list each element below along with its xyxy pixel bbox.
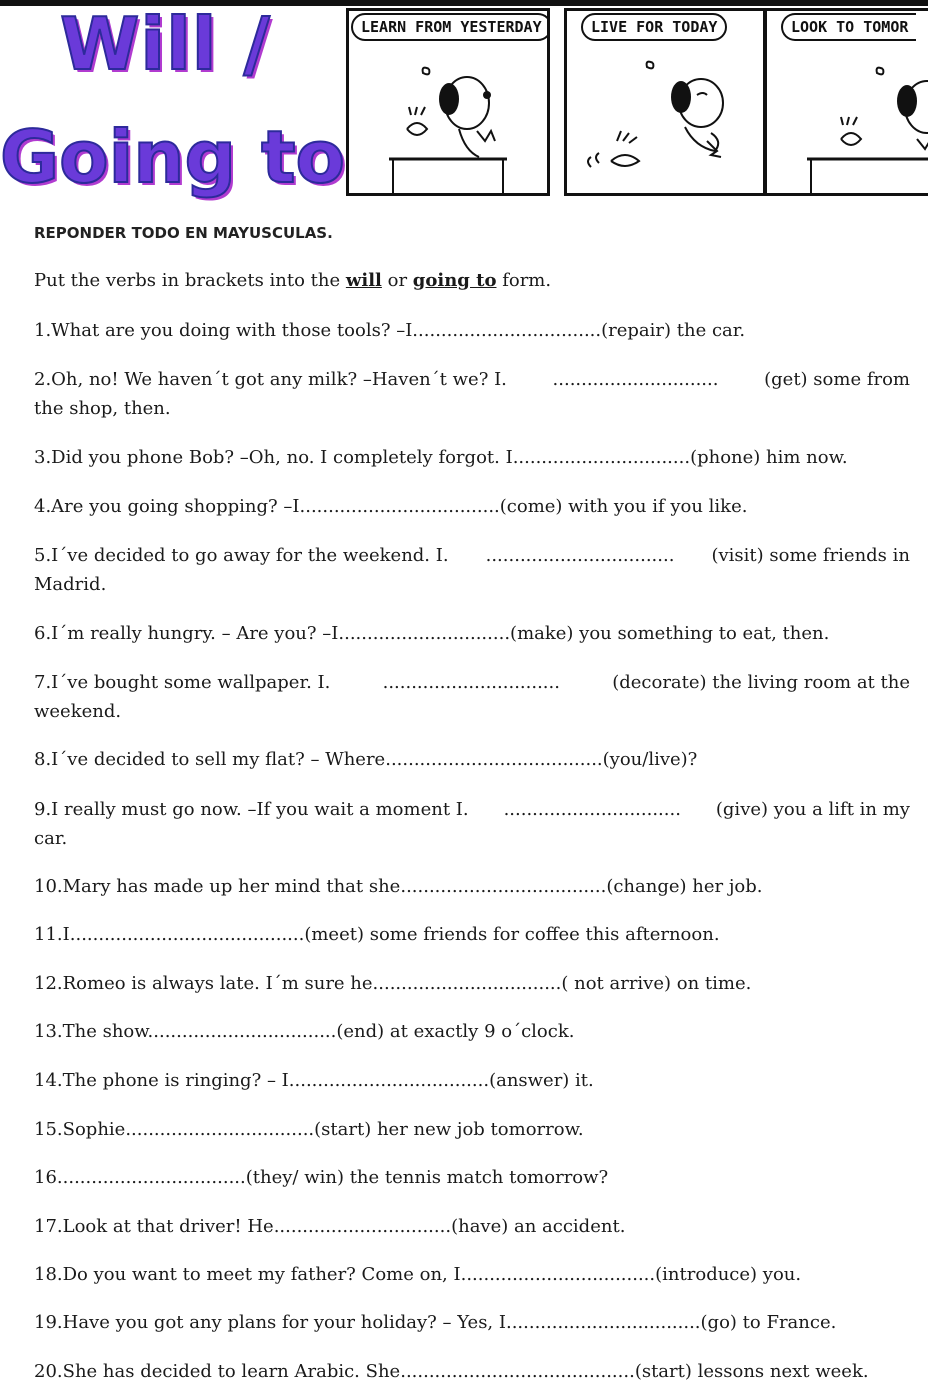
exercise-text: 18.Do you want to meet my father? Come on, I. xyxy=(34,1264,467,1285)
exercise-text: 13.The show. xyxy=(34,1021,154,1042)
answer-blank[interactable]: .............................. xyxy=(518,447,691,468)
answer-blank[interactable]: .................................. xyxy=(305,496,500,517)
exercise-text: 17.Look at that driver! He. xyxy=(34,1216,280,1237)
answer-blank[interactable]: ............................. xyxy=(552,369,719,390)
exercise-text: 14.The phone is ringing? – I. xyxy=(34,1070,295,1091)
answer-blank[interactable]: ........................................ xyxy=(75,924,305,945)
exercise-text: 7.I´ve bought some wallpaper. I. xyxy=(34,672,331,693)
answer-blank[interactable]: ................................ xyxy=(153,1021,337,1042)
exercise-continuation: the shop, then. xyxy=(34,398,171,419)
exercise-text: 5.I´ve decided to go away for the weekend. I. xyxy=(34,545,449,566)
exercise-verb: (repair) the car. xyxy=(601,320,746,341)
exercise-verb: (give) you a lift in my xyxy=(715,799,910,820)
peanuts-comic-strip xyxy=(346,4,928,200)
title-line-1: Will / xyxy=(60,2,271,86)
exercise-text: 15.Sophie. xyxy=(34,1119,132,1140)
exercise-9 xyxy=(34,795,910,853)
exercise-verb: (go) to France. xyxy=(700,1312,837,1333)
answer-blank[interactable]: ............................... xyxy=(503,799,681,820)
exercise-text: 8.I´ve decided to sell my flat? – Where. xyxy=(34,749,391,770)
exercise-verb: (you/live)? xyxy=(602,749,698,770)
exercise-verb: (start) her new job tomorrow. xyxy=(314,1119,584,1140)
exercise-15 xyxy=(34,1115,910,1144)
instruction xyxy=(34,270,551,291)
exercise-3 xyxy=(34,443,910,472)
exercise-continuation: Madrid. xyxy=(34,574,107,595)
exercise-7 xyxy=(34,668,910,726)
comic-caption-3: LOOK TO TOMOR xyxy=(781,13,916,41)
exercise-verb: (decorate) the living room at the xyxy=(612,672,910,693)
exercise-14 xyxy=(34,1066,910,1095)
exercise-verb: (phone) him now. xyxy=(690,447,848,468)
exercise-verb: (visit) some friends in xyxy=(711,545,910,566)
exercise-verb: (get) some from xyxy=(764,369,910,390)
exercise-2 xyxy=(34,365,910,423)
exercise-verb: (they/ win) the tennis match tomorrow? xyxy=(245,1167,609,1188)
exercise-verb: (have) an accident. xyxy=(451,1216,626,1237)
exercise-verb: (introduce) you. xyxy=(655,1264,802,1285)
instruction-uppercase: REPONDER TODO EN MAYUSCULAS. xyxy=(34,224,333,242)
answer-blank[interactable]: ................................. xyxy=(511,1312,701,1333)
answer-blank[interactable]: ................................ xyxy=(62,1167,246,1188)
exercise-text: 10.Mary has made up her mind that she. xyxy=(34,876,407,897)
exercise-17 xyxy=(34,1212,910,1241)
exercise-text: 1.What are you doing with those tools? –I. xyxy=(34,320,419,341)
exercise-text: 9.I really must go now. –If you wait a moment I. xyxy=(34,799,469,820)
exercise-verb: (come) with you if you like. xyxy=(499,496,748,517)
exercise-continuation: car. xyxy=(34,828,68,849)
title-line-2: Going to xyxy=(0,115,345,199)
exercise-verb: (make) you something to eat, then. xyxy=(510,623,830,644)
answer-blank[interactable]: .................................. xyxy=(294,1070,490,1091)
answer-blank[interactable]: ................................. xyxy=(485,545,675,566)
comic-caption-1: LEARN FROM YESTERDAY xyxy=(351,13,550,41)
answer-blank[interactable]: ..................................... xyxy=(390,749,603,770)
exercise-18 xyxy=(34,1260,910,1289)
instruction-text-pre: Put the verbs in brackets into the xyxy=(34,270,346,291)
exercise-11 xyxy=(34,920,910,949)
exercise-13 xyxy=(34,1017,910,1046)
exercise-12 xyxy=(34,969,910,998)
exercise-text: 6.I´m really hungry. – Are you? –I. xyxy=(34,623,345,644)
exercise-verb: (answer) it. xyxy=(489,1070,594,1091)
exercise-19 xyxy=(34,1308,910,1337)
answer-blank[interactable]: ............................. xyxy=(344,623,511,644)
answer-blank[interactable]: .............................. xyxy=(279,1216,452,1237)
instruction-will: will xyxy=(345,270,382,291)
exercise-5 xyxy=(34,541,910,599)
exercise-text: 19.Have you got any plans for your holiday? – Yes, I. xyxy=(34,1312,512,1333)
exercise-text: 2.Oh, no! We haven´t got any milk? –Haven´t we? I. xyxy=(34,369,507,390)
exercise-4 xyxy=(34,492,910,521)
exercise-verb: (meet) some friends for coffee this afternoon. xyxy=(304,924,720,945)
comic-caption-2: LIVE FOR TODAY xyxy=(581,13,727,41)
exercise-text: 3.Did you phone Bob? –Oh, no. I completely forgot. I. xyxy=(34,447,519,468)
answer-blank[interactable]: ................................ xyxy=(378,973,562,994)
answer-blank[interactable]: ........................................ xyxy=(405,1361,635,1382)
exercise-8 xyxy=(34,745,910,774)
instruction-going-to: going to xyxy=(412,270,497,291)
instruction-text-mid: or xyxy=(381,270,413,291)
exercise-6 xyxy=(34,619,910,648)
exercise-verb: (start) lessons next week. xyxy=(634,1361,869,1382)
exercise-text: 16. xyxy=(34,1167,63,1188)
exercise-16 xyxy=(34,1163,910,1192)
exercise-text: 20.She has decided to learn Arabic. She. xyxy=(34,1361,406,1382)
exercise-text: 4.Are you going shopping? –I. xyxy=(34,496,306,517)
exercise-continuation: weekend. xyxy=(34,701,122,722)
comic-panel-3 xyxy=(764,8,928,196)
instruction-text-post: form. xyxy=(496,270,552,291)
exercise-verb: (end) at exactly 9 o´clock. xyxy=(336,1021,575,1042)
comic-panel-2 xyxy=(564,8,766,196)
exercise-10 xyxy=(34,872,910,901)
exercise-text: 12.Romeo is always late. I´m sure he. xyxy=(34,973,379,994)
exercise-verb: ( not arrive) on time. xyxy=(561,973,752,994)
answer-blank[interactable]: ................................ xyxy=(418,320,602,341)
answer-blank[interactable]: ............................... xyxy=(382,672,560,693)
exercise-1 xyxy=(34,316,910,345)
comic-panel-1 xyxy=(346,8,550,196)
answer-blank[interactable]: ................................... xyxy=(406,876,607,897)
exercise-20 xyxy=(34,1357,910,1386)
answer-blank[interactable]: ................................ xyxy=(131,1119,315,1140)
exercise-verb: (change) her job. xyxy=(606,876,763,897)
exercise-text: 11.I. xyxy=(34,924,76,945)
answer-blank[interactable]: ................................. xyxy=(466,1264,656,1285)
